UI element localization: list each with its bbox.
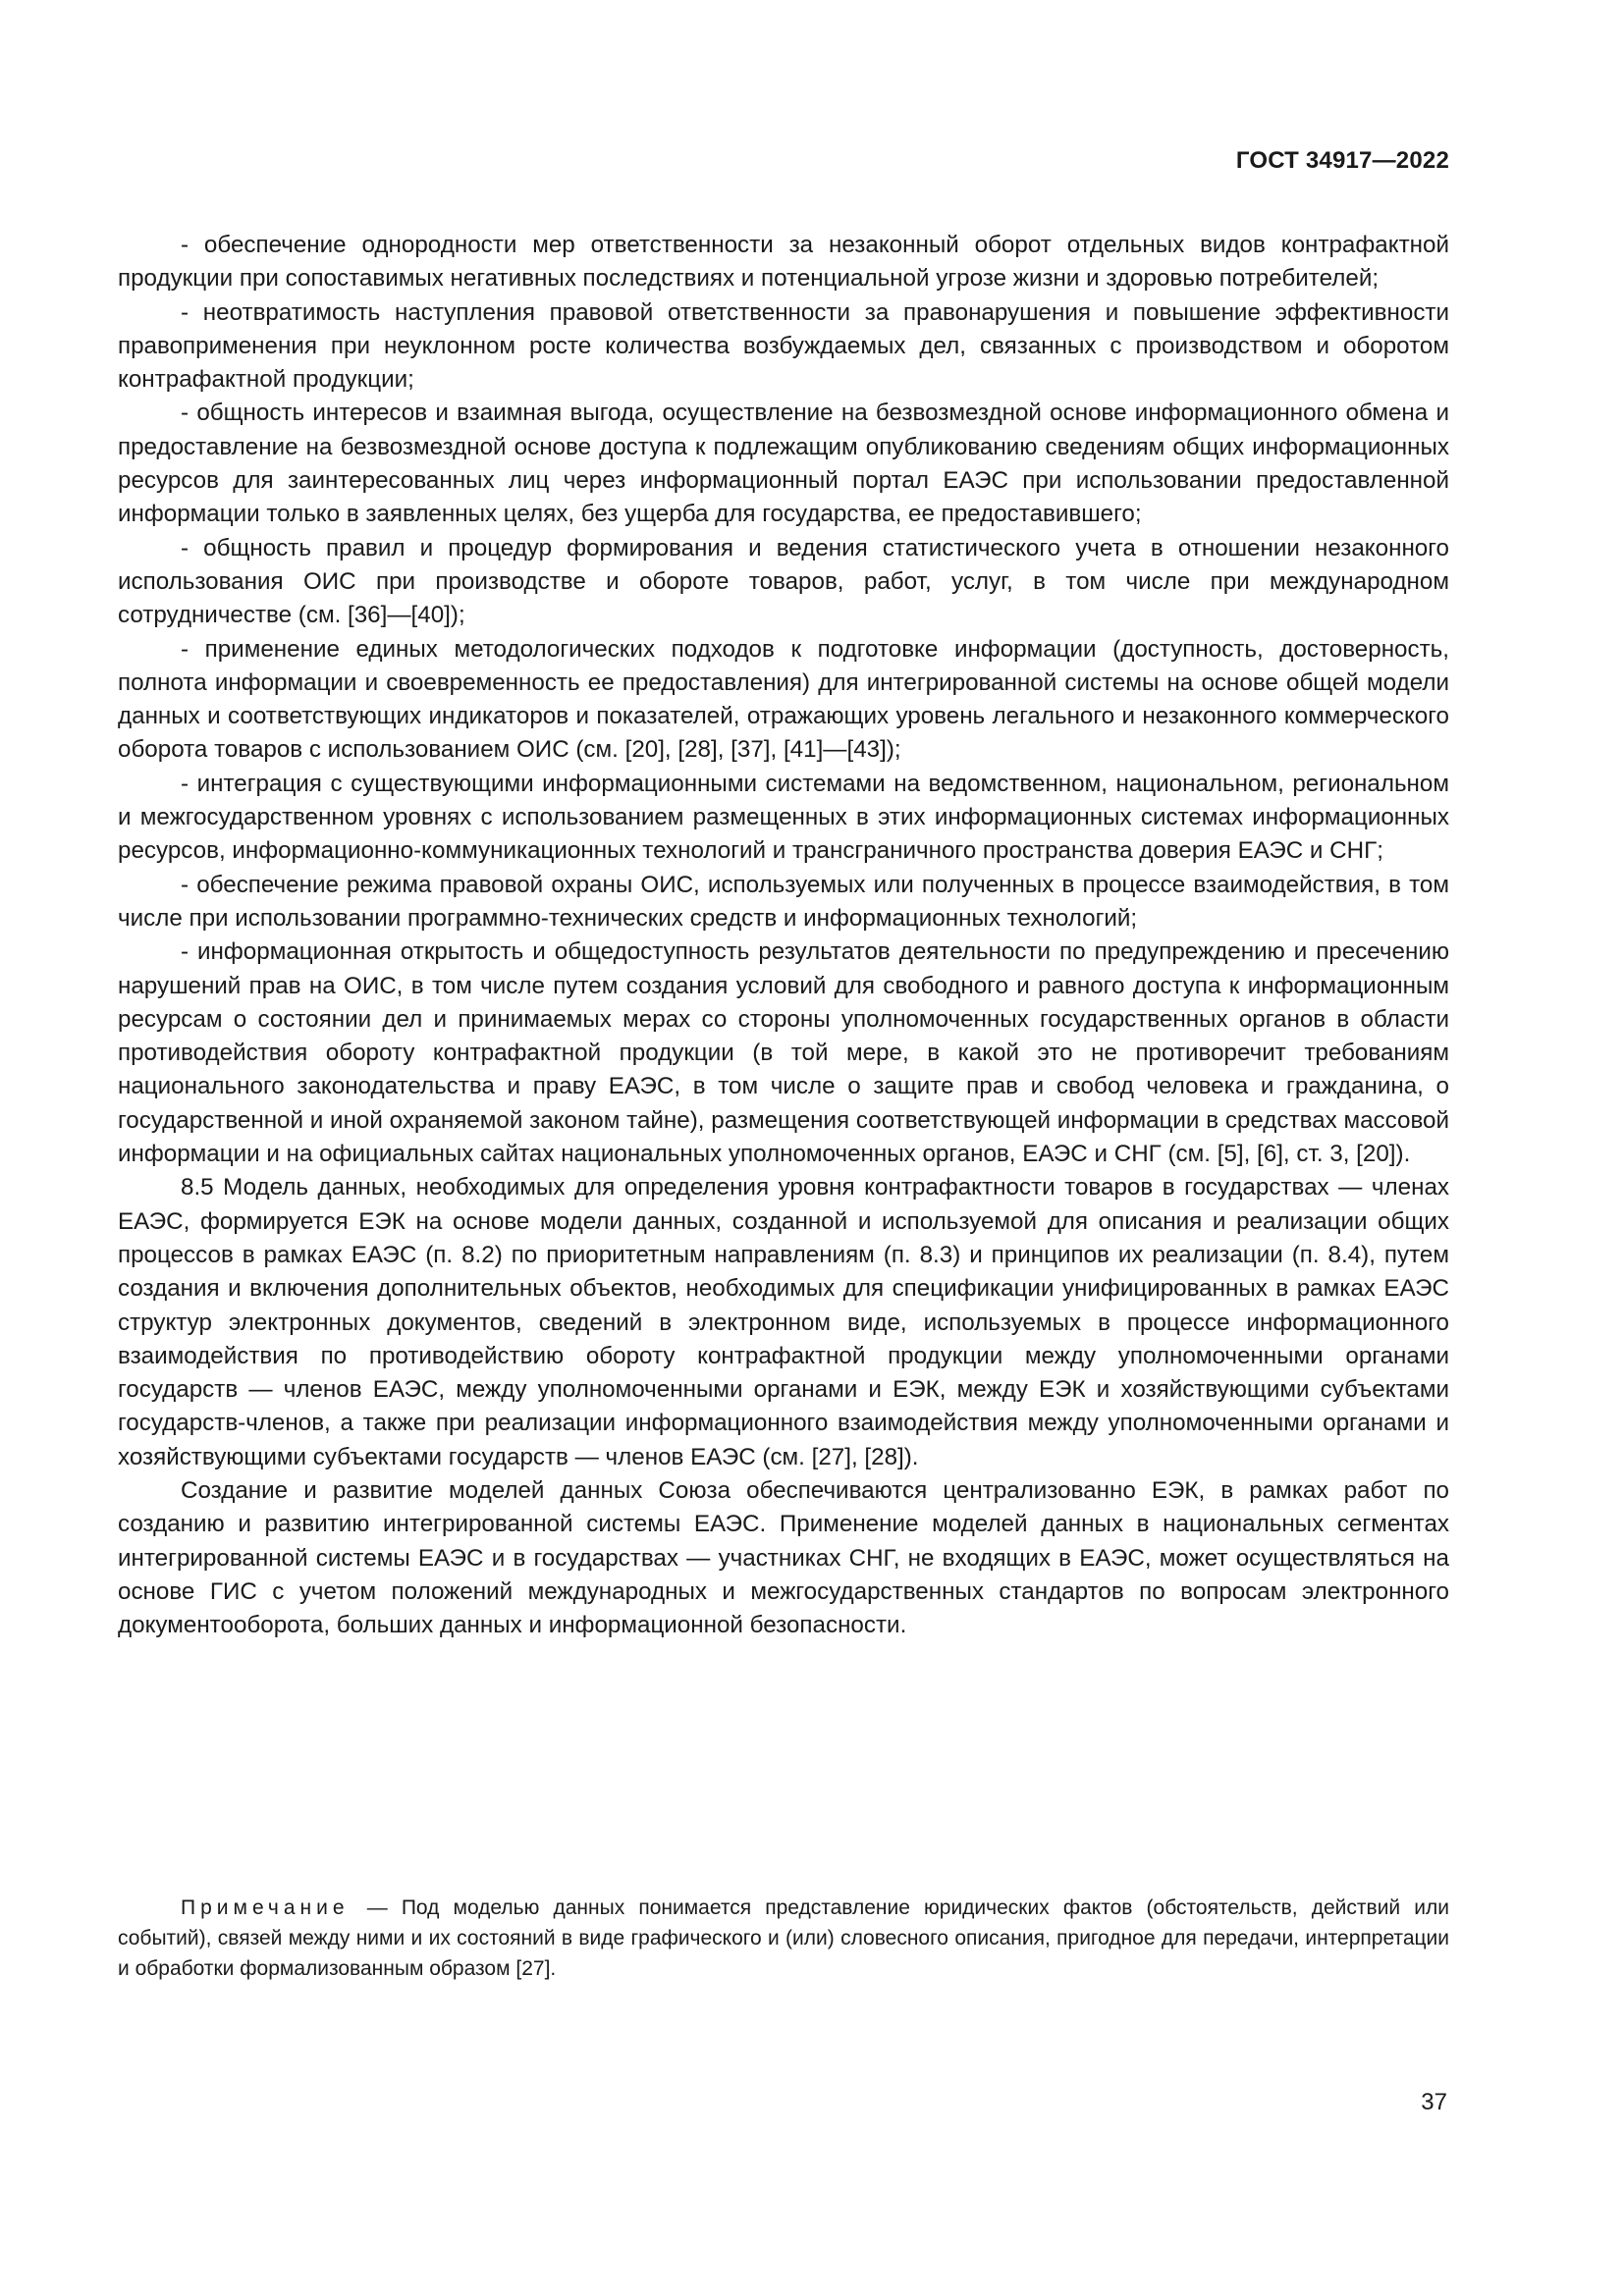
note-text: — Под моделью данных понимается представление юридических фактов (обстоятельств, действий или событий), связей между ними и их состояний в виде графического и (или) словесного описания, пригодное для передачи, интерпретации и обработки формализованным образом [27]. [118,1896,1449,1980]
paragraph-item: - общность интересов и взаимная выгода, осуществление на безвозмездной основе информационного обмена и предоставление на безвозмездной основе доступа к подлежащим опубликованию сведениям общих информационных ресурсов для заинтересованных лиц через информационный портал ЕАЭС при использовании предоставленной информации только в заявленных целях, без ущерба для государства, ее предоставившего; [118,400,1449,528]
paragraph-item: - применение единых методологических подходов к подготовке информации (доступность, достоверность, полнота информации и своевременность ее предоставления) для интегрированной системы на основе общей модели данных и соответствующих индикаторов и показателей, отражающих уровень легального и незаконного коммерческого оборота товаров с использованием ОИС (см. [20], [28], [37], [41]—[43]); [118,635,1449,764]
note-block [118,1893,1449,1984]
document-code-header: ГОСТ 34917—2022 [1235,147,1449,174]
paragraph-item: - интеграция с существующими информационными системами на ведомственном, национальном, региональном и межгосударственном уровнях с использованием размещенных в этих информационных системах информационных ресурсов, информационно-коммуникационных технологий и трансграничного пространства доверия ЕАЭС и СНГ; [118,770,1449,865]
document-body [118,229,1449,1642]
page-number: 37 [1421,2089,1447,2115]
paragraph-item: - общность правил и процедур формирования и ведения статистического учета в отношении незаконного использования ОИС при производстве и обороте товаров, работ, услуг, в том числе при международном сотрудничестве (см. [36]—[40]); [118,534,1449,629]
paragraph-item: Создание и развитие моделей данных Союза обеспечиваются централизованно ЕЭК, в рамках работ по созданию и развитию интегрированной системы ЕАЭС. Применение моделей данных в национальных сегментах интегрированной системы ЕАЭС и в государствах — участниках СНГ, не входящих в ЕАЭС, может осуществляться на основе ГИС с учетом положений международных и межгосударственных стандартов по вопросам электронного документооборота, больших данных и информационной безопасности. [118,1476,1449,1639]
paragraph-item: - неотвратимость наступления правовой ответственности за правонарушения и повышение эффективности правоприменения при неуклонном росте количества возбуждаемых дел, связанных с производством и оборотом контрафактной продукции; [118,298,1449,394]
section-8-5-paragraph: 8.5 Модель данных, необходимых для определения уровня контрафактности товаров в государствах — членах ЕАЭС, формируется ЕЭК на основе модели данных, созданной и используемой для описания и реализации общих процессов в рамках ЕАЭС (п. 8.2) по приоритетным направлениям (п. 8.3) и принципов их реализации (п. 8.4), путем создания и включения дополнительных объектов, необходимых для спецификации унифицированных в рамках ЕАЭС структур электронных документов, сведений в электронном виде, используемых в процессе информационного взаимодействия по противодействию обороту контрафактной продукции между уполномоченными органами государств — членов ЕАЭС, между уполномоченными органами и ЕЭК, между ЕЭК и хозяйствующими субъектами государств-членов, а также при реализации информационного взаимодействия между уполномоченными органами и хозяйствующими субъектами государств — членов ЕАЭС (см. [27], [28]). [118,1174,1449,1470]
paragraph-item: - информационная открытость и общедоступность результатов деятельности по предупреждению и пресечению нарушений прав на ОИС, в том числе путем создания условий для свободного и равного доступа к информационным ресурсам о состоянии дел и принимаемых мерах со стороны уполномоченных государственных органов в области противодействия обороту контрафактной продукции (в той мере, в какой это не противоречит требованиям национального законодательства и праву ЕАЭС, в том числе о защите прав и свобод человека и гражданина, о государственной и иной охраняемой законом тайне), размещения соответствующей информации в средствах массовой информации и на официальных сайтах национальных уполномоченных органов, ЕАЭС и СНГ (см. [5], [6], ст. 3, [20]). [118,938,1449,1168]
paragraph-item: - обеспечение однородности мер ответственности за незаконный оборот отдельных видов контрафактной продукции при сопоставимых негативных последствиях и потенциальной угрозе жизни и здоровью потребителей; [118,232,1449,293]
paragraph-item: - обеспечение режима правовой охраны ОИС, используемых или полученных в процессе взаимодействия, в том числе при использовании программно-технических средств и информационных технологий; [118,871,1449,932]
note-label: Примечание [181,1896,350,1919]
